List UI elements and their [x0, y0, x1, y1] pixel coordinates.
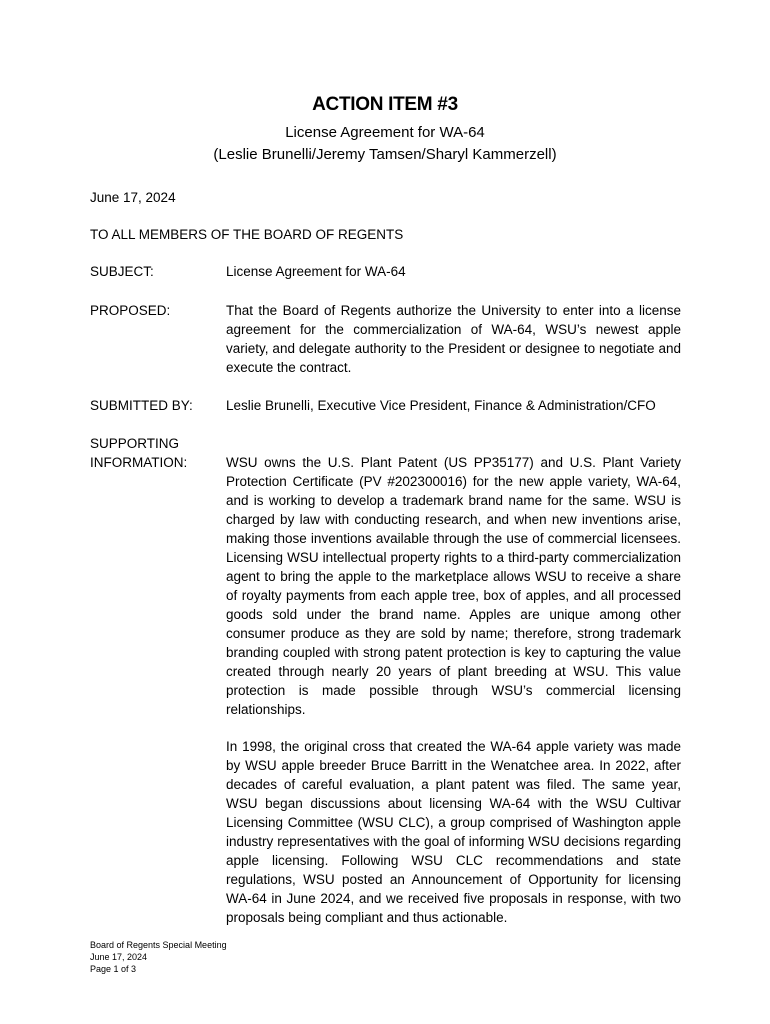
supporting-paragraph-2: In 1998, the original cross that created the WA-64 apple variety was made by WSU apple breeder Bruce Barritt in the Wenatchee area. In 2022, after decades of careful evaluation, a plant patent was filed. The same year, WSU began discussions about licensing WA-64 with the WSU Cultivar Licensing Committee (WSU CLC), a group comprised of Washington apple industry representatives with the goal of informing WSU decisions regarding apple licensing. Following WSU CLC recommendations and state regulations, WSU posted an Announcement of Opportunity for licensing WA-64 in June 2024, and we received five proposals in response, with two proposals being compliant and thus actionable.: [226, 739, 681, 925]
page-footer: [90, 939, 227, 975]
footer-page-number: Page 1 of 3: [90, 964, 137, 974]
footer-meeting: Board of Regents Special Meeting: [90, 940, 227, 950]
memo-date: June 17, 2024: [90, 190, 176, 205]
subject-label: SUBJECT:: [90, 264, 154, 279]
submitted-by-value: Leslie Brunelli, Executive Vice President, Finance & Administration/CFO: [226, 398, 656, 413]
page-title: ACTION ITEM #3: [312, 94, 458, 115]
proposed-value: That the Board of Regents authorize the University to enter into a license agreement for the commercialization of WA-64, WSU’s newest apple variety, and delegate authority to the President or designee to negotiate and execute the contract.: [226, 303, 681, 375]
submitted-by-label: SUBMITTED BY:: [90, 398, 193, 413]
footer-date: June 17, 2024: [90, 952, 148, 962]
item-subtitle: License Agreement for WA-64: [285, 124, 485, 141]
presenters-line: (Leslie Brunelli/Jeremy Tamsen/Sharyl Kammerzell): [213, 146, 557, 163]
supporting-label: [90, 434, 187, 472]
subject-value: License Agreement for WA-64: [226, 264, 406, 279]
proposed-label: PROPOSED:: [90, 303, 171, 318]
salutation: TO ALL MEMBERS OF THE BOARD OF REGENTS: [90, 227, 404, 242]
supporting-paragraph-1: WSU owns the U.S. Plant Patent (US PP35177) and U.S. Plant Variety Protection Certificate (PV #202300016) for the new apple variety, WA-64, and is working to develop a trademark brand name for the same. WSU is charged by law with conducting research, and when new inventions arise, making those inventions available through the use of commercial licensees. Licensing WSU intellectual property rights to a third-party commercialization agent to bring the apple to the marketplace allows WSU to receive a share of royalty payments from each apple tree, box of apples, and all processed goods sold under the brand name. Apples are unique among other consumer produce as they are sold by name; therefore, strong trademark branding coupled with strong patent protection is key to capturing the value created through nearly 20 years of plant breeding at WSU. This value protection is made possible through WSU’s commercial licensing relationships.: [226, 455, 681, 717]
supporting-label-line2: INFORMATION:: [90, 455, 188, 470]
supporting-label-line1: SUPPORTING: [90, 436, 180, 451]
